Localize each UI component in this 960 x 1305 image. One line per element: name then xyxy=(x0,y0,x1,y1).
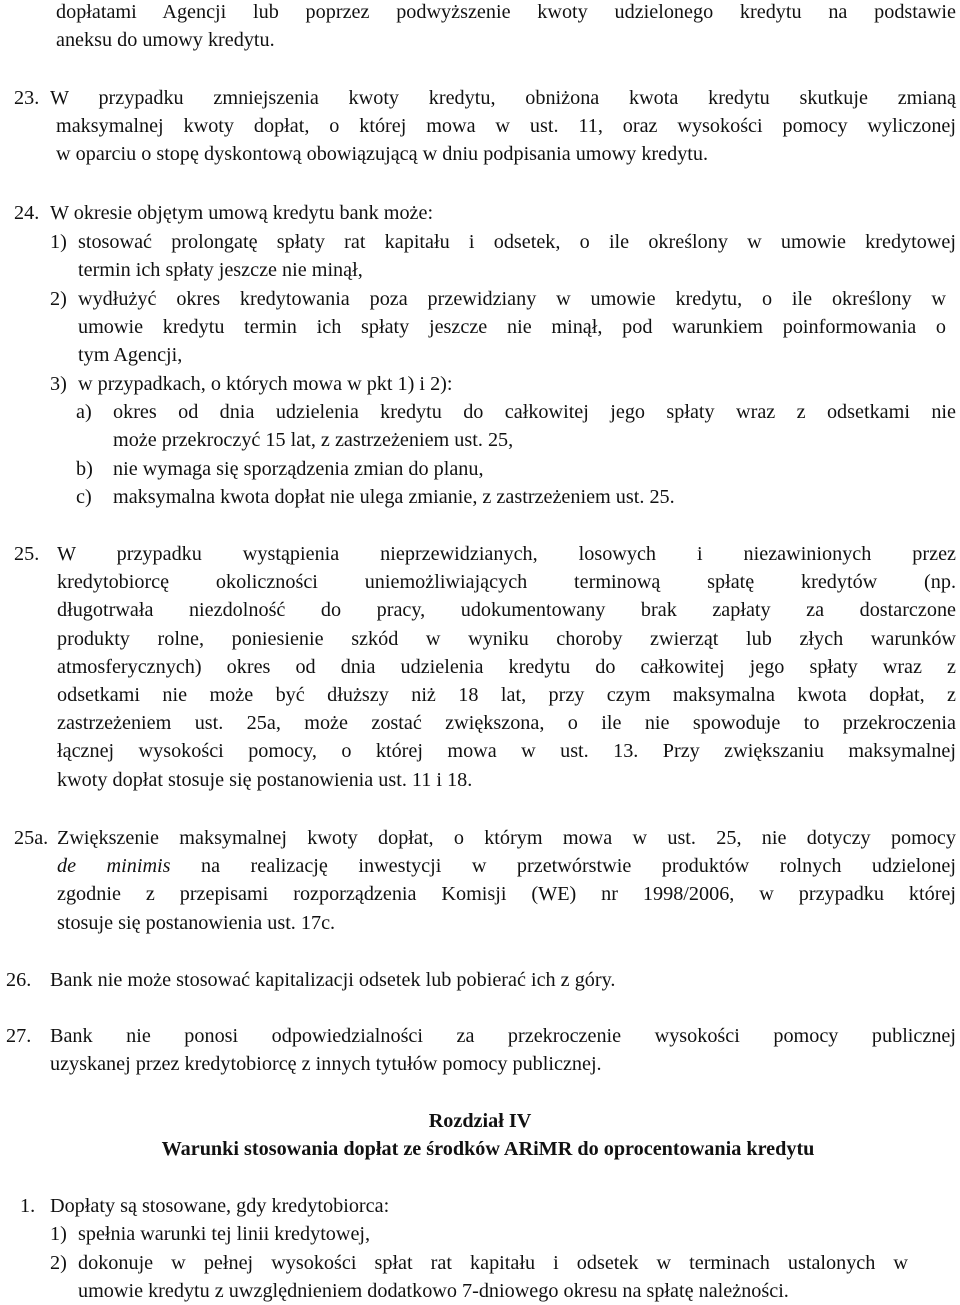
chapter-title: Rozdział IV xyxy=(428,1110,532,1132)
paragraph-25-number: 25. xyxy=(14,543,40,565)
paragraph-25-line-7: zastrzeżeniem ust. 25a, może zostać zwiększona, o ile nie spowoduje to przekroczenia xyxy=(57,712,956,735)
paragraph-23-number: 23. xyxy=(14,87,40,109)
paragraph-25a-line-3: zgodnie z przepisami rozporządzenia Komisji (WE) nr 1998/2006, w przypadku której xyxy=(57,883,956,906)
paragraph-24-sub-c xyxy=(76,483,956,511)
paragraph-24-sub-b-text: nie wymaga się sporządzenia zmian do planu, xyxy=(113,458,484,480)
paragraph-24-sub-b xyxy=(76,455,956,483)
paragraph-24-sub-c-letter: c) xyxy=(76,486,92,508)
paragraph-25a-line-2 xyxy=(57,852,956,880)
paragraph-24-item-2-line-1: wydłużyć okres kredytowania poza przewidziany w umowie kredytu, o ile określony w xyxy=(78,288,946,310)
intro-line-2: aneksu do umowy kredytu. xyxy=(56,29,275,52)
section-1-intro: Dopłaty są stosowane, gdy kredytobiorca: xyxy=(50,1195,390,1217)
paragraph-23-line-1: W przypadku zmniejszenia kwoty kredytu, obniżona kwota kredytu skutkuje zmianą xyxy=(50,87,956,109)
paragraph-26 xyxy=(6,966,956,994)
section-1-item-2-line-1: dokonuje w pełnej wysokości spłat rat kapitału i odsetek w terminach ustalonych w xyxy=(78,1252,908,1274)
paragraph-24-number: 24. xyxy=(14,202,40,224)
paragraph-27 xyxy=(6,1022,956,1078)
section-1-item-1-number: 1) xyxy=(50,1223,67,1245)
section-1-item-1 xyxy=(50,1220,956,1248)
paragraph-25a-number: 25a. xyxy=(14,827,49,849)
paragraph-26-number: 26. xyxy=(6,969,32,991)
intro-paragraph xyxy=(56,0,956,54)
paragraph-24-sub-a xyxy=(76,398,956,454)
paragraph-24-item-2 xyxy=(50,285,956,370)
paragraph-26-text: Bank nie może stosować kapitalizacji odsetek lub pobierać ich z góry. xyxy=(50,969,616,991)
paragraph-24-item-3-text: w przypadkach, o których mowa w pkt 1) i 2): xyxy=(78,373,453,395)
paragraph-27-line-1: Bank nie ponosi odpowiedzialności za przekroczenie wysokości pomocy publicznej xyxy=(50,1025,956,1047)
chapter-subtitle: Warunki stosowania dopłat ze środków ARiMR do oprocentowania kredytu xyxy=(161,1138,815,1160)
paragraph-25-line-2: kredytobiorcę okoliczności uniemożliwiających terminową spłatę kredytów (np. xyxy=(57,571,956,594)
paragraph-25a xyxy=(14,824,956,937)
paragraph-25-line-4: produkty rolne, poniesienie szkód w wyniku choroby zwierząt lub złych warunków xyxy=(57,627,956,650)
paragraph-25 xyxy=(14,540,956,794)
paragraph-24 xyxy=(14,199,956,227)
section-1-item-2 xyxy=(50,1249,956,1305)
paragraph-24-item-1-line-2: termin ich spłaty jeszcze nie minął, xyxy=(78,259,363,282)
intro-line-1: dopłatami Agencji lub poprzez podwyższenie kwoty udzielonego kredytu na podstawie xyxy=(56,1,956,23)
paragraph-24-item-3 xyxy=(50,370,956,398)
paragraph-24-sub-a-letter: a) xyxy=(76,401,92,423)
paragraph-25-line-3: długotrwała niezdolność do pracy, udokumentowany brak zapłaty za dostarczone xyxy=(57,599,956,622)
paragraph-24-item-1 xyxy=(50,228,956,284)
paragraph-25a-line-4: stosuje się postanowienia ust. 17c. xyxy=(57,911,336,934)
paragraph-23-line-2: maksymalnej kwoty dopłat, o której mowa w ust. 11, oraz wysokości pomocy wyliczonej xyxy=(56,115,956,138)
paragraph-23-line-3: w oparciu o stopę dyskontową obowiązującą w dniu podpisania umowy kredytu. xyxy=(56,143,709,166)
paragraph-24-item-2-line-2: umowie kredytu termin ich spłaty jeszcze nie minął, pod warunkiem poinformowania o xyxy=(78,316,946,339)
de-minimis-term: de minimis xyxy=(57,855,171,878)
paragraph-24-item-2-number: 2) xyxy=(50,288,67,310)
paragraph-25a-line-1: Zwiększenie maksymalnej kwoty dopłat, o którym mowa w ust. 25, nie dotyczy pomocy xyxy=(57,827,956,849)
paragraph-24-item-1-line-1: stosować prolongatę spłaty rat kapitału i odsetek, o ile określony w umowie kredytowej xyxy=(78,231,956,253)
paragraph-25-line-9: kwoty dopłat stosuje się postanowienia ust. 11 i 18. xyxy=(57,768,473,791)
paragraph-24-sub-b-letter: b) xyxy=(76,458,93,480)
section-1-item-2-number: 2) xyxy=(50,1252,67,1274)
paragraph-24-sub-c-text: maksymalna kwota dopłat nie ulega zmianie, z zastrzeżeniem ust. 25. xyxy=(113,486,675,508)
paragraph-25-line-1: W przypadku wystąpienia nieprzewidzianych, losowych i niezawinionych przez xyxy=(57,543,956,565)
paragraph-27-number: 27. xyxy=(6,1025,32,1047)
paragraph-24-item-2-line-3: tym Agencji, xyxy=(78,344,183,367)
section-1-item-2-line-2: umowie kredytu z uwzględnieniem dodatkowo 7-dniowego okresu na spłatę należności. xyxy=(78,1280,789,1303)
paragraph-25-line-6: odsetkami nie może być dłuższy niż 18 lat, przy czym maksymalna kwota dopłat, z xyxy=(57,684,956,707)
paragraph-25-line-8: łącznej wysokości pomocy, o której mowa w ust. 13. Przy zwiększaniu maksymalnej xyxy=(57,740,956,763)
section-1-number: 1. xyxy=(20,1195,36,1217)
paragraph-25a-line-2-rest: na realizację inwestycji w przetwórstwie produktów rolnych udzielonej xyxy=(170,855,956,878)
paragraph-24-item-3-number: 3) xyxy=(50,373,67,395)
paragraph-24-item-1-number: 1) xyxy=(50,231,67,253)
section-1 xyxy=(20,1192,956,1220)
paragraph-24-intro: W okresie objętym umową kredytu bank może: xyxy=(50,202,434,224)
paragraph-25-line-5: atmosferycznych) okres od dnia udzielenia kredytu do całkowitej jego spłaty wraz z xyxy=(57,655,956,678)
paragraph-27-line-2: uzyskanej przez kredytobiorcę z innych tytułów pomocy publicznej. xyxy=(50,1053,602,1076)
section-1-item-1-text: spełnia warunki tej linii kredytowej, xyxy=(78,1223,371,1245)
paragraph-24-sub-a-line-2: może przekroczyć 15 lat, z zastrzeżeniem ust. 25, xyxy=(113,429,514,452)
paragraph-23 xyxy=(14,84,956,169)
paragraph-24-sub-a-line-1: okres od dnia udzielenia kredytu do całkowitej jego spłaty wraz z odsetkami nie xyxy=(113,401,956,423)
